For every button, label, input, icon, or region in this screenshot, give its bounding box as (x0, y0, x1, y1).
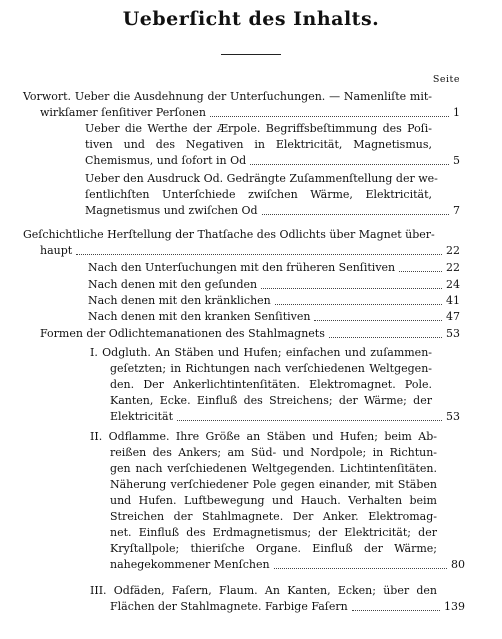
toc-entry-text: Ueber die Werthe der Ærpole. Begriffsbeſtimmung des Poſi- (85, 122, 432, 135)
toc-entry-line (0, 377, 502, 393)
toc-page-number: 47 (446, 310, 460, 323)
toc-entry (0, 121, 502, 169)
dot-leader (76, 254, 442, 255)
toc-entry-text: Magnetismus und zwiſchen Od (85, 204, 258, 217)
toc-entry-text: II. Odflamme. Ihre Größe an Stäben und Hufen; beim Ab- (90, 430, 437, 443)
toc-entry (0, 583, 502, 615)
dot-leader (262, 214, 449, 215)
toc-entry (0, 345, 502, 425)
toc-page-number: 1 (453, 106, 460, 119)
toc-entry (0, 326, 502, 342)
toc-entry-text: gen nach verſchiedenen Weltgegenden. Lichtintenſitäten. (110, 462, 437, 475)
toc-page-number: 24 (446, 278, 460, 291)
seite-column-label: Seite (432, 74, 460, 85)
toc-entry (0, 429, 502, 573)
toc-entry-line (0, 105, 502, 121)
toc-entry-line (0, 171, 502, 187)
toc-page-number: 53 (446, 327, 460, 340)
toc-entry-line (0, 203, 502, 219)
toc-entry-text: nahegekommener Menſchen (110, 558, 270, 571)
dot-leader (314, 320, 442, 321)
toc-entry-line (0, 493, 502, 509)
dot-leader (177, 420, 442, 421)
toc-entry-line (0, 121, 502, 137)
toc-entry-line (0, 409, 502, 425)
toc-entry-line (0, 153, 502, 169)
toc-entry-line (0, 260, 502, 276)
toc-page-number: 80 (451, 558, 465, 571)
toc-entry-text: III. Odfäden, Faſern, Flaum. An Kanten, Ecken; über den (90, 584, 437, 597)
toc-entry-line (0, 309, 502, 325)
toc-entry-text: Nach denen mit den geſunden (88, 278, 258, 291)
toc-entry-text: Chemismus, und ſofort in Od (85, 154, 247, 167)
toc-entry-text: wirkſamer ſenſitiver Perſonen (40, 106, 206, 119)
toc-entry-text: Elektricität (110, 410, 173, 423)
toc-entry-text: Näherung verſchiedener Pole gegen einander, mit Stäben (110, 478, 437, 491)
toc-entry-text: Nach denen mit den kränklichen (88, 294, 271, 307)
toc-entry-text: Streichen der Stahlmagnete. Der Anker. Elektromag- (110, 510, 437, 523)
toc-entry-text: Vorwort. Ueber die Ausdehnung der Unterſuchungen. — Namenliſte mit- (23, 90, 432, 103)
toc-entry-text: geſetzten; in Richtungen nach verſchiedenen Weltgegen- (110, 362, 432, 375)
toc-entry-line (0, 477, 502, 493)
toc-entry-text: Flächen der Stahlmagnete. Farbige Faſern (110, 600, 348, 613)
toc-page-number: 53 (446, 410, 460, 423)
toc-entry-line (0, 509, 502, 525)
dot-leader (261, 288, 442, 289)
toc-entry-text: Kanten, Ecke. Einfluß des Streichens; der Wärme; der (110, 394, 432, 407)
toc-entry-text: net. Einfluß des Erdmagnetismus; der Elektricität; der (110, 526, 437, 539)
toc-entry-line (0, 243, 502, 259)
dot-leader (329, 337, 442, 338)
dot-leader (275, 304, 442, 305)
toc-entry-text: reißen des Ankers; am Süd- und Nordpole; in Richtun- (110, 446, 437, 459)
toc-entry-line (0, 187, 502, 203)
toc-entry-text: Kryſtallpole; thieriſche Organe. Einfluß der Wärme; (110, 542, 437, 555)
toc-entry-line (0, 293, 502, 309)
toc-entry-line (0, 361, 502, 377)
toc-entry-line (0, 429, 502, 445)
dot-leader (250, 164, 449, 165)
toc-entry (0, 260, 502, 276)
dot-leader (210, 116, 449, 117)
toc-entry (0, 89, 502, 121)
toc-page-number: 22 (446, 244, 460, 257)
toc-entry-line (0, 445, 502, 461)
toc-entry-line (0, 277, 502, 293)
toc-page-number: 139 (444, 600, 465, 613)
toc-entry-text: haupt (40, 244, 73, 257)
toc-entry (0, 227, 502, 259)
toc-entry-line (0, 557, 502, 573)
toc-page-number: 7 (453, 204, 460, 217)
toc-entry-line (0, 393, 502, 409)
toc-entry-line (0, 599, 502, 615)
toc-entry-text: ſentlichſten Unterſchiede zwiſchen Wärme, Elektricität, (85, 188, 432, 201)
toc-entry-text: und Hufen. Luftbewegung und Hauch. Verhalten beim (110, 494, 437, 507)
toc-page-number: 22 (446, 261, 460, 274)
toc-entry-text: Geſchichtliche Herſtellung der Thatſache des Odlichts über Magnet über- (23, 228, 435, 241)
toc-entry (0, 309, 502, 325)
toc-entry-line (0, 137, 502, 153)
toc-entry (0, 293, 502, 309)
toc-entry (0, 171, 502, 219)
toc-entry-line (0, 345, 502, 361)
toc-entry-line (0, 326, 502, 342)
toc-entry-line (0, 89, 502, 105)
dot-leader (352, 610, 440, 611)
page-title: Ueberſicht des Inhalts. (122, 8, 380, 30)
toc-entry-line (0, 541, 502, 557)
toc-entry-line (0, 525, 502, 541)
toc-entry-text: Nach denen mit den kranken Senſitiven (88, 310, 311, 323)
toc-entry-text: Ueber den Ausdruck Od. Gedrängte Zuſammenſtellung der we- (85, 172, 438, 185)
toc-page-number: 5 (453, 154, 460, 167)
title-rule (221, 54, 281, 55)
toc-entry-text: Nach den Unterſuchungen mit den früheren Senſitiven (88, 261, 396, 274)
toc-entry-text: Formen der Odlichtemanationen des Stahlmagnets (40, 327, 325, 340)
toc-entry-line (0, 461, 502, 477)
toc-page-number: 41 (446, 294, 460, 307)
toc-entry-text: I. Odgluth. An Stäben und Hufen; einfachen und zuſammen- (90, 346, 432, 359)
dot-leader (274, 568, 447, 569)
toc-entry-line (0, 227, 502, 243)
toc-entry-text: tiven und des Negativen in Elektricität, Magnetismus, (85, 138, 432, 151)
toc-entry-line (0, 583, 502, 599)
toc-entry (0, 277, 502, 293)
toc-entry-text: den. Der Ankerlichtintenſitäten. Elektromagnet. Pole. (110, 378, 432, 391)
